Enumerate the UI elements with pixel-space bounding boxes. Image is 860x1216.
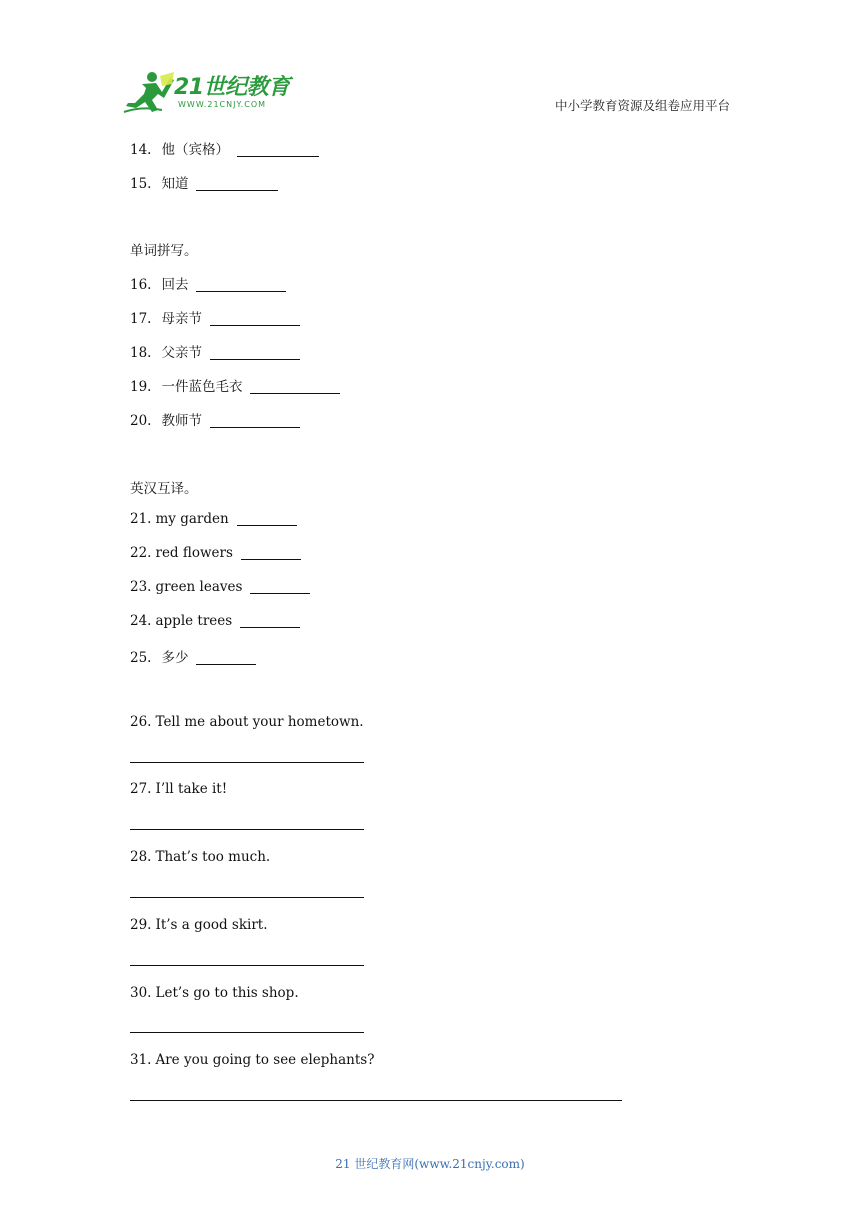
question-text: 知道 bbox=[161, 176, 189, 192]
question-text: 一件蓝色毛衣 bbox=[161, 379, 243, 395]
question-text: 回去 bbox=[161, 277, 189, 293]
question-text: apple trees bbox=[155, 613, 233, 629]
answer-blank[interactable] bbox=[250, 379, 340, 394]
question-16 bbox=[130, 273, 286, 293]
question-31 bbox=[130, 1052, 374, 1068]
question-27 bbox=[130, 781, 227, 797]
question-number: 17. bbox=[130, 311, 152, 327]
question-21 bbox=[130, 511, 297, 527]
answer-blank[interactable] bbox=[250, 579, 310, 594]
question-text: That’s too much. bbox=[155, 849, 271, 865]
question-number: 23. bbox=[130, 579, 152, 595]
question-20 bbox=[130, 409, 300, 429]
question-number: 22. bbox=[130, 545, 152, 561]
question-text: 他（宾格） bbox=[161, 142, 229, 158]
section-title-translation: 英汉互译。 bbox=[130, 481, 198, 497]
answer-blank[interactable] bbox=[196, 650, 256, 665]
logo-text: 21世纪教育 bbox=[174, 75, 290, 100]
question-23 bbox=[130, 579, 310, 595]
question-19 bbox=[130, 375, 340, 395]
question-22 bbox=[130, 545, 301, 561]
question-number: 26. bbox=[130, 714, 152, 730]
runner-logo-icon bbox=[122, 70, 176, 114]
answer-line[interactable] bbox=[130, 1032, 364, 1033]
question-number: 25. bbox=[130, 650, 152, 666]
question-number: 24. bbox=[130, 613, 152, 629]
header-tagline: 中小学教育资源及组卷应用平台 bbox=[554, 98, 730, 113]
question-text: Let’s go to this shop. bbox=[155, 985, 299, 1001]
answer-blank[interactable] bbox=[237, 142, 319, 157]
answer-blank[interactable] bbox=[196, 277, 286, 292]
answer-blank[interactable] bbox=[240, 613, 300, 628]
question-number: 14. bbox=[130, 142, 152, 158]
question-number: 15. bbox=[130, 176, 152, 192]
question-29 bbox=[130, 917, 268, 933]
question-17 bbox=[130, 307, 300, 327]
question-number: 29. bbox=[130, 917, 152, 933]
question-14 bbox=[130, 138, 319, 158]
answer-blank[interactable] bbox=[241, 545, 301, 560]
question-number: 28. bbox=[130, 849, 152, 865]
question-30 bbox=[130, 985, 299, 1001]
section-title-spelling: 单词拼写。 bbox=[130, 243, 198, 259]
answer-blank[interactable] bbox=[237, 511, 297, 526]
answer-blank[interactable] bbox=[210, 311, 300, 326]
answer-line[interactable] bbox=[130, 897, 364, 898]
question-text: I’ll take it! bbox=[155, 781, 228, 797]
question-26 bbox=[130, 714, 364, 730]
answer-line[interactable] bbox=[130, 829, 364, 830]
question-number: 27. bbox=[130, 781, 152, 797]
question-number: 30. bbox=[130, 985, 152, 1001]
question-number: 19. bbox=[130, 379, 152, 395]
logo-url: WWW.21CNJY.COM bbox=[178, 100, 267, 109]
question-number: 31. bbox=[130, 1052, 152, 1068]
question-number: 21. bbox=[130, 511, 152, 527]
question-number: 20. bbox=[130, 413, 152, 429]
question-text: red flowers bbox=[155, 545, 233, 561]
question-25 bbox=[130, 646, 256, 666]
question-number: 18. bbox=[130, 345, 152, 361]
question-24 bbox=[130, 613, 300, 629]
answer-line[interactable] bbox=[130, 965, 364, 966]
question-text: Are you going to see elephants? bbox=[155, 1052, 375, 1068]
question-28 bbox=[130, 849, 270, 865]
answer-blank[interactable] bbox=[210, 345, 300, 360]
answer-blank[interactable] bbox=[210, 413, 300, 428]
question-number: 16. bbox=[130, 277, 152, 293]
answer-line[interactable] bbox=[130, 762, 364, 763]
question-text: It’s a good skirt. bbox=[155, 917, 268, 933]
answer-blank[interactable] bbox=[196, 176, 278, 191]
question-text: 教师节 bbox=[161, 413, 202, 429]
question-text: 多少 bbox=[161, 650, 189, 666]
site-logo bbox=[122, 70, 292, 116]
question-text: Tell me about your hometown. bbox=[155, 714, 364, 730]
question-text: my garden bbox=[155, 511, 229, 527]
question-15 bbox=[130, 172, 278, 192]
question-text: green leaves bbox=[155, 579, 243, 595]
page-footer: 21 世纪教育网(www.21cnjy.com) bbox=[335, 1157, 525, 1171]
answer-line[interactable] bbox=[130, 1100, 622, 1101]
question-18 bbox=[130, 341, 300, 361]
question-text: 父亲节 bbox=[161, 345, 202, 361]
question-text: 母亲节 bbox=[161, 311, 202, 327]
